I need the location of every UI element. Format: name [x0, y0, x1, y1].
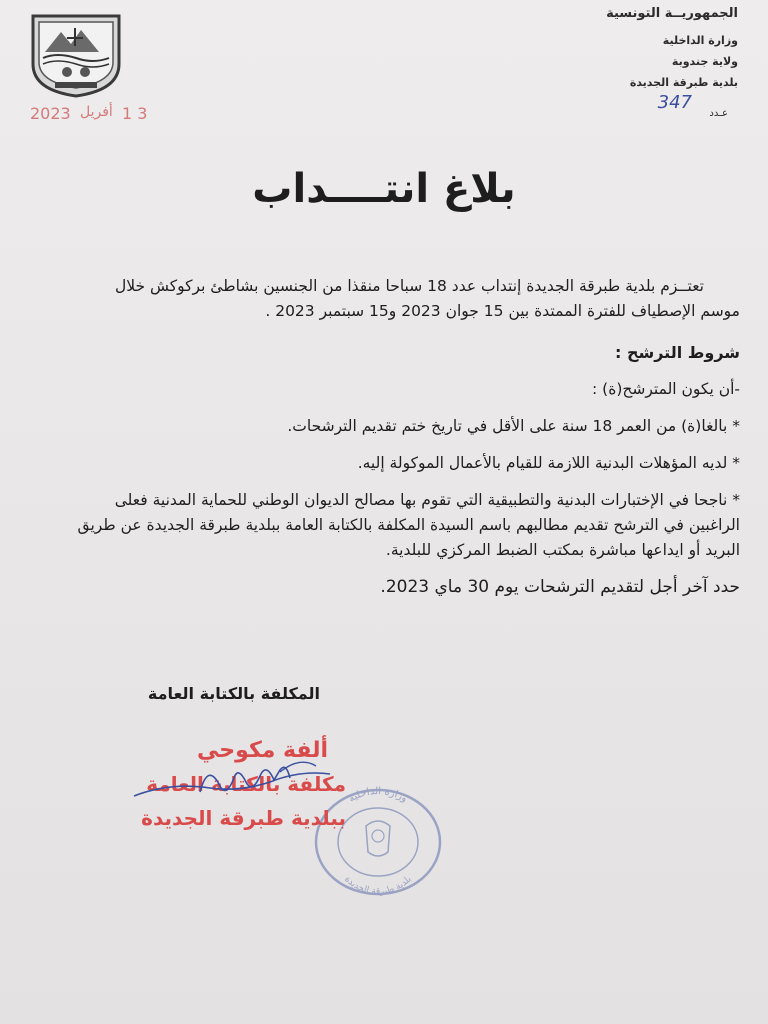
governorate-name: ولاية جندوبة — [671, 55, 738, 68]
municipality-logo — [27, 12, 125, 98]
condition-tests-line-2: الراغبين في الترشح تقديم مطالبهم باسم السيدة المكلفة بالكتابة العامة ببلدية طبرقة الجديدة عن طريق — [77, 516, 740, 534]
date-month: أفريل — [80, 104, 113, 120]
svg-text:بلدية طبرقة الجديدة — [342, 874, 413, 897]
announcement-body — [30, 274, 740, 600]
date-stamp — [30, 104, 150, 126]
stamp-municipality: ببلدية طبرقة الجديدة — [141, 806, 346, 830]
condition-age: * بالغا(ة) من العمر 18 سنة على الأقل في تاريخ ختم تقديم الترشحات. — [287, 417, 740, 435]
stamp-role: مكلفة بالكتابة العامة — [146, 772, 346, 796]
signatory-title: المكلفة بالكتابة العامة — [147, 684, 320, 703]
condition-tests-line-1: * ناجحا في الإختبارات البدنية والتطبيقية التي تقوم بها مصالح الديوان الوطني للحماية المدنية فعلى — [114, 491, 740, 509]
condition-fitness: * لديه المؤهلات البدنية اللازمة للقيام بالأعمال الموكولة إليه. — [357, 454, 740, 472]
municipality-name: بلدية طبرقة الجديدة — [629, 76, 738, 89]
round-stamp-bottom-text: بلدية طبرقة الجديدة — [342, 874, 414, 898]
date-day: 1 3 — [122, 104, 148, 123]
handwritten-signature — [130, 752, 350, 812]
intro-line-1: تعتــزم بلدية طبرقة الجديدة إنتداب عدد 18 سباحا منقذا من الجنسين بشاطئ بركوكش خلال — [114, 277, 704, 295]
conditions-title: شروط الترشح : — [614, 343, 740, 362]
condition-tests-line-3: البريد أو ايداعها مباشرة بمكتب الضبط المركزي للبلدية. — [385, 541, 740, 559]
svg-text:وزارة الداخلية — [347, 786, 410, 805]
round-stamp-top-text: وزارة الداخلية — [346, 786, 410, 805]
reference-number — [612, 94, 732, 122]
stamp-name: ألفة مكوحي — [197, 738, 328, 763]
date-year: 2023 — [30, 104, 71, 123]
country-name: الجمهوريــة التونسية — [606, 6, 738, 21]
condition-intro: -أن يكون المترشح(ة) : — [592, 380, 740, 398]
deadline: حدد آخر أجل لتقديم الترشحات يوم 30 ماي 2023. — [380, 577, 740, 597]
letterhead — [518, 6, 738, 89]
reference-number-value: 347 — [657, 92, 692, 113]
document-title: بلاغ انتــــداب — [252, 166, 516, 212]
ministry-name: وزارة الداخلية — [662, 34, 738, 47]
intro-line-2: موسم الإصطياف للفترة الممتدة بين 15 جوان 2023 و15 سبتمبر 2023 . — [265, 302, 740, 320]
reference-number-label: عـدد — [709, 108, 728, 119]
